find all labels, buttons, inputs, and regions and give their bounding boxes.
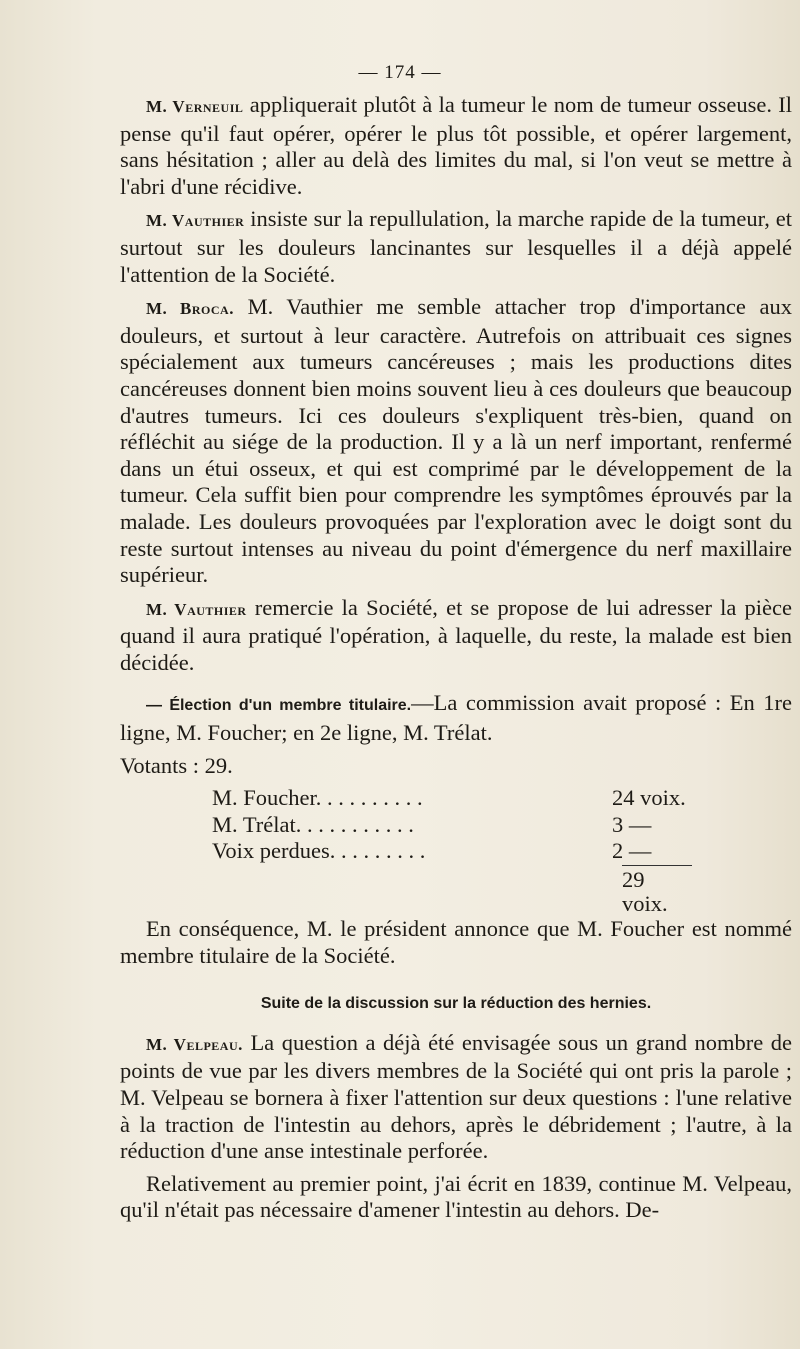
vote-name: Voix perdues. . . . . . . . . [212,838,426,864]
vote-row [212,812,702,839]
paragraph-vauthier-2 [120,595,792,677]
speaker: M. Verneuil [146,97,244,116]
vote-value: 3 — [612,811,652,837]
vote-name: M. Trélat. . . . . . . . . . . [212,811,414,837]
page-number: — 174 — [358,62,442,83]
speaker: M. Vauthier [146,599,247,619]
vote-table [212,785,702,916]
election-intro: —La commission avait proposé : En 1re ligne, M. Foucher; en 2e ligne, M. Trélat. [120,690,793,746]
paragraph-text: remercie la Société, et se propose de lui adresser la pièce quand il aura pratiqué l'opération, à laquelle, du reste, la malade est bien décidée. [120,594,793,675]
votants: Votants : 29. [120,752,233,778]
paragraph-text: M. Vauthier me semble attacher trop d'importance aux douleurs, et surtout à leur caractère. Autrefois on attribuait ces signes spécialement aux tumeurs cancéreuses ; mais les productions dites cancéreuses donnent bien moins souvent lieu à ces douleurs que beaucoup d'autres tumeurs. Ici ces douleurs s'expliquent très-bien, quand on réfléchit au siége de la production. Il y a là un nerf important, renfermé dans un étui osseux, et qui est comprimé par le développement de la tumeur. Cela suffit bien pour comprendre les symptômes éprouvés par la malade. Les douleurs provoquées par l'exploration avec le doigt sont du reste surtout intenses au niveau du point d'émergence du nerf maxillaire supérieur. [120,294,793,588]
election-conclusion: En conséquence, M. le président annonce que M. Foucher est nommé membre titulaire de la Société. [120,916,792,968]
paragraph-text: insiste sur la repullulation, la marche rapide de la tumeur, et surtout sur les douleurs lancinantes sur lesquelles il a déjà appelé l'attention de la Société. [120,206,792,287]
paragraph-text: La question a déjà été envisagée sous un grand nombre de points de vue par les divers membres de la Société qui ont pris la parole ; M. Velpeau se bornera à fixer l'attention sur deux questions : l'une relative à la traction de l'intestin au dehors, après le débridement ; l'autre, à la réduction d'une anse intestinale perforée. [120,1029,793,1164]
paragraph-broca [120,294,792,589]
election-paragraph [120,690,792,746]
vote-total: 29 voix. [622,865,692,916]
section-title: Suite de la discussion sur la réduction des hernies. [260,995,652,1013]
election-heading: — Élection d'un membre titulaire. [146,697,412,715]
paragraph-vauthier [120,206,792,288]
vote-value: 2 — [612,838,652,864]
paragraph-velpeau-2 [120,1171,792,1224]
paragraph-verneuil [120,92,792,200]
vote-value: 24 voix. [612,785,686,811]
paragraph-text: Relativement au premier point, j'ai écrit en 1839, continue M. Velpeau, qu'il n'était pas nécessaire d'amener l'intestin au dehors. De- [120,1170,792,1223]
speaker: M. Broca. [146,299,234,319]
speaker: M. Vauthier [146,211,245,231]
vote-row [212,785,702,812]
paragraph-velpeau [120,1030,792,1165]
vote-name: M. Foucher. . . . . . . . . . [212,785,423,811]
vote-row [212,838,702,865]
page-body [120,92,792,1230]
paragraph-text: appliquerait plutôt à la tumeur le nom de tumeur osseuse. Il pense qu'il faut opérer, opérer le plus tôt possible, et opérer largement, sans hésitation ; aller au delà des limites du mal, si l'on veut se mettre à l'abri d'une récidive. [120,92,792,199]
speaker: M. Velpeau. [146,1034,243,1054]
